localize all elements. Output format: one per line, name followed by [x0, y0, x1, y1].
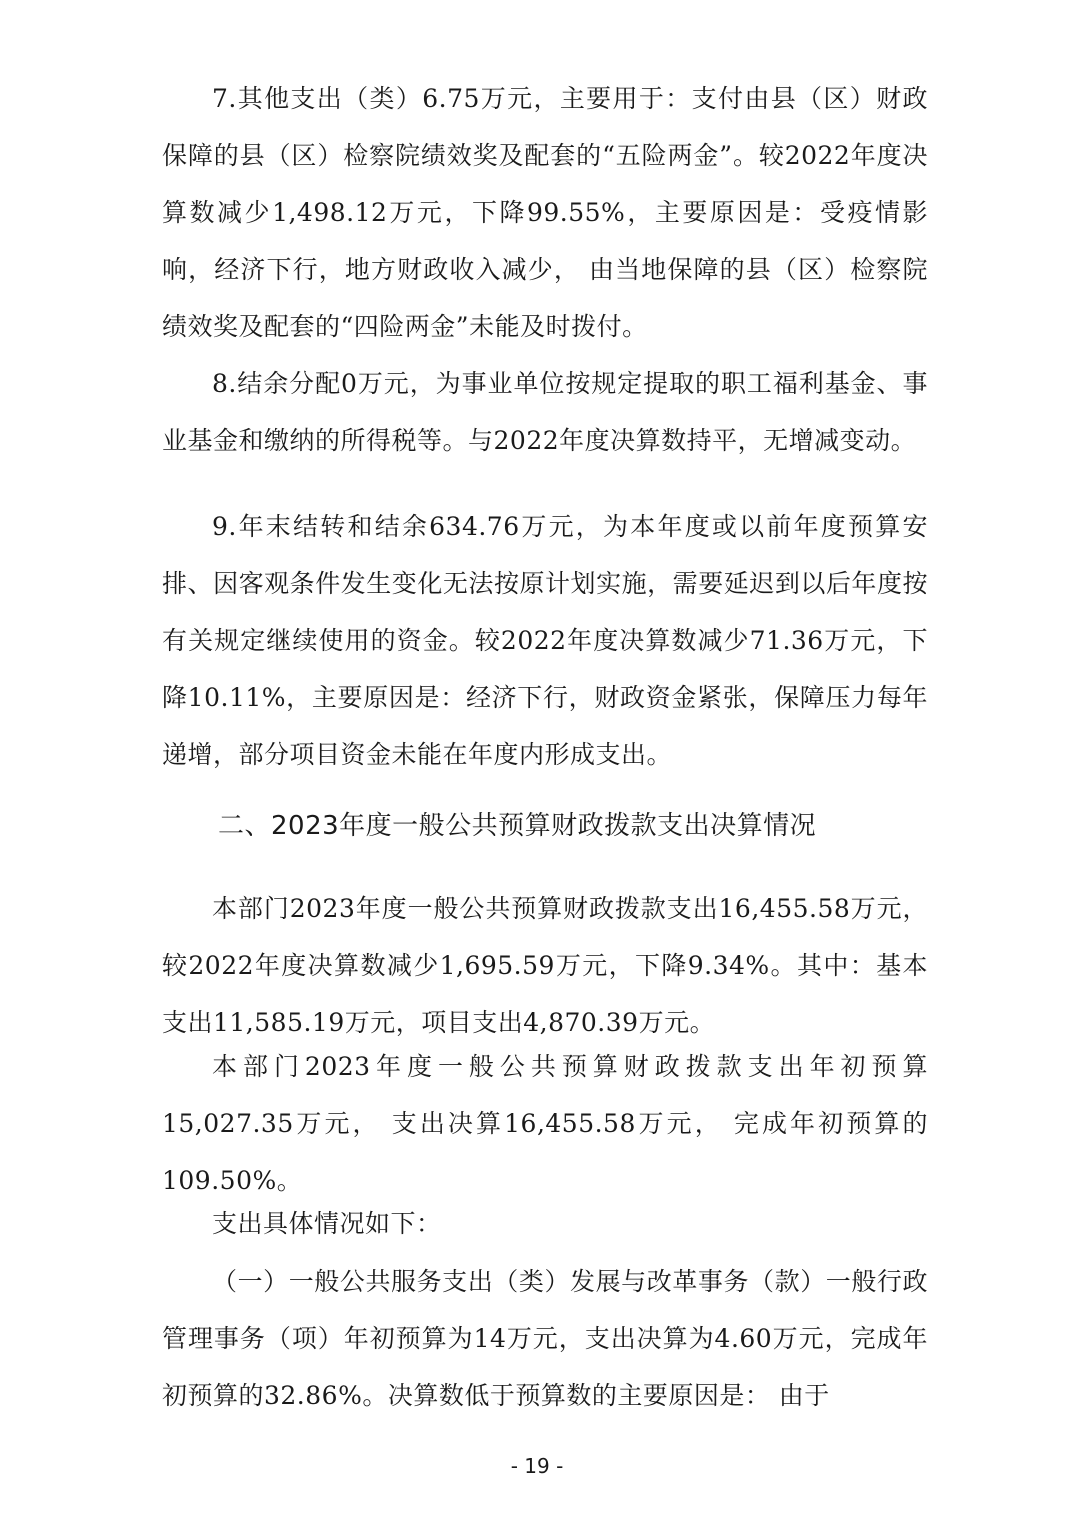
paragraph-surplus-distribution: 8.结余分配0万元，为事业单位按规定提取的职工福利基金、事业基金和缴纳的所得税等。与2022年度决算数持平，无增减变动。 [162, 369, 928, 455]
paragraph-other-expenditure: 7.其他支出（类）6.75万元，主要用于：支付由县（区）财政保障的县（区）检察院绩效奖及配套的“五险两金”。较2022年度决算数减少1,498.12万元，下降99.55%，主要原因是：受疫情影响，经济下行，地方财政收入减少， 由当地保障的县（区）检察院绩效奖及配套的“四险两金”未能及时拨付。 [162, 84, 928, 341]
paragraph-general-public-services: （一）一般公共服务支出（类）发展与改革事务（款）一般行政管理事务（项）年初预算为14万元，支出决算为4.60万元，完成年初预算的32.86%。决算数低于预算数的主要原因是： 由于 [162, 1267, 928, 1410]
paragraph-budget-completion: 本部门2023年度一般公共预算财政拨款支出年初预算15,027.35万元， 支出决算16,455.58万元， 完成年初预算的109.50%。 [162, 1052, 928, 1195]
page-number: - 19 - [510, 1454, 564, 1478]
paragraph-details-intro: 支出具体情况如下： [212, 1209, 442, 1238]
paragraph-year-end-carryover: 9.年末结转和结余634.76万元，为本年度或以前年度预算安排、因客观条件发生变化无法按原计划实施，需要延迟到以后年度按有关规定继续使用的资金。较2022年度决算数减少71.36万元，下降10.11%，主要原因是：经济下行，财政资金紧张，保障压力每年递增，部分项目资金未能在年度内形成支出。 [162, 512, 928, 769]
section-heading: 二、2023年度一般公共预算财政拨款支出决算情况 [218, 811, 817, 841]
paragraph-general-budget-summary: 本部门2023年度一般公共预算财政拨款支出16,455.58万元，较2022年度决算数减少1,695.59万元，下降9.34%。其中：基本支出11,585.19万元，项目支出4,870.39万元。 [162, 894, 928, 1037]
